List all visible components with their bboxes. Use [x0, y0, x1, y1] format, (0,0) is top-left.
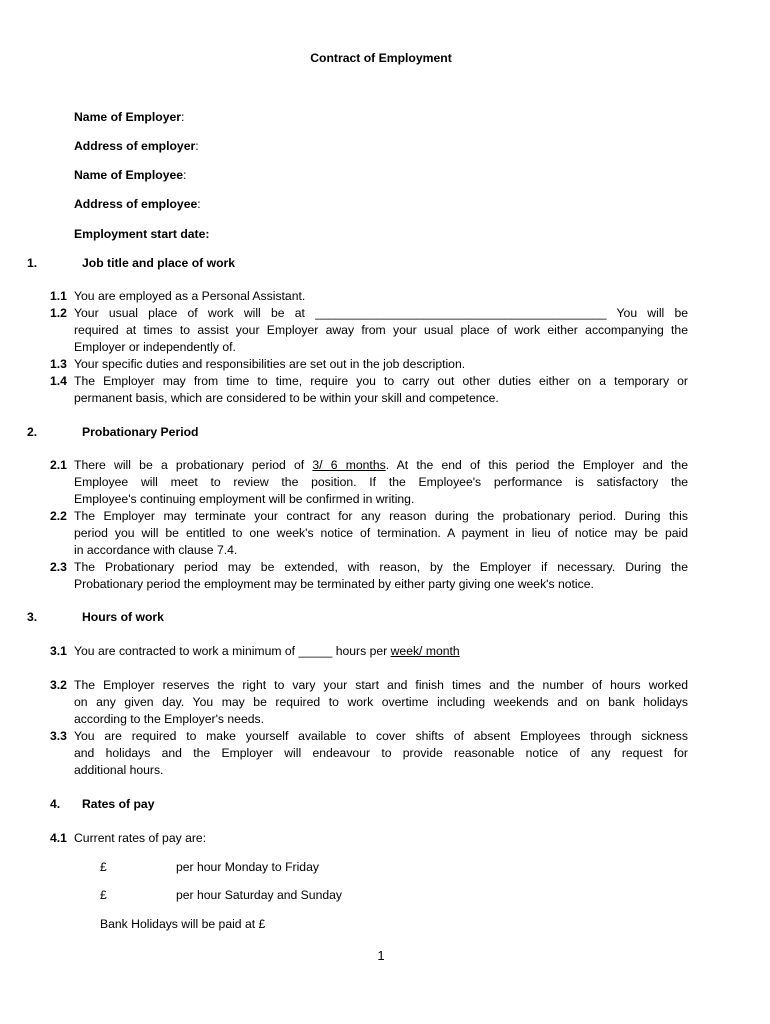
section-title: Job title and place of work — [82, 256, 236, 270]
clause-number: 2.2 — [50, 509, 67, 523]
clause-2-2 — [50, 508, 688, 559]
field-label: Name of Employee — [74, 168, 184, 182]
clause-2-1 — [50, 457, 688, 508]
section-number: 2. — [27, 425, 38, 439]
clause-text: . At the end of this period the Employer and the — [385, 458, 688, 472]
clause-text: Your usual place of work will be at ___________________________________________ You will be — [74, 306, 688, 320]
clause-1-4 — [50, 373, 688, 407]
section-number: 3. — [27, 610, 38, 624]
rate-currency-symbol: £ — [100, 888, 107, 902]
clause-number: 3.1 — [50, 644, 67, 658]
clause-text: and holidays and the Employer will endeavour to provide reasonable notice of any request for — [74, 746, 688, 760]
field-name-of-employee — [74, 168, 186, 182]
clause-number: 3.3 — [50, 729, 67, 743]
section-title: Hours of work — [82, 610, 164, 624]
section-number: 1. — [27, 256, 38, 270]
section-title: Probationary Period — [82, 425, 199, 439]
field-name-of-employer — [74, 110, 184, 124]
clause-4-1 — [50, 830, 688, 847]
field-address-of-employee — [74, 197, 201, 211]
clause-text: The Employer may from time to time, require you to carry out other duties either on a temporary or — [74, 374, 688, 388]
field-colon: : — [195, 139, 199, 153]
field-colon: : — [183, 168, 187, 182]
clause-number: 1.3 — [50, 357, 67, 371]
clause-3-2 — [50, 677, 688, 728]
clause-1-3 — [50, 356, 688, 373]
clause-text: on any given day. You may be required to work overtime including weekends and on bank holidays — [74, 695, 688, 709]
hours-period: week/ month — [390, 644, 460, 658]
clause-text: The Employer may terminate your contract for any reason during the probationary period. During this — [74, 509, 688, 523]
clause-text: The Employer reserves the right to vary your start and finish times and the number of hours worked — [74, 678, 688, 692]
field-colon: : — [197, 197, 201, 211]
field-colon: : — [181, 110, 185, 124]
bank-holidays-rate: Bank Holidays will be paid at £ — [100, 917, 266, 931]
clause-1-1 — [50, 288, 688, 305]
clause-text: You are required to make yourself available to cover shifts of absent Employees through sickness — [74, 729, 688, 743]
clause-text: required at times to assist your Employer away from your usual place of work either accompanying the — [74, 323, 688, 337]
rate-currency-symbol: £ — [100, 860, 107, 874]
clause-text: permanent basis, which are considered to be within your skill and competence. — [74, 391, 499, 405]
document-title: Contract of Employment — [310, 51, 452, 65]
section-number: 4. — [50, 797, 61, 811]
clause-text: period you will be entitled to one week's notice of termination. A payment in lieu of notice may be paid — [74, 526, 688, 540]
clause-text: according to the Employer's needs. — [74, 712, 264, 726]
clause-3-3 — [50, 728, 688, 779]
clause-text: Employee's continuing employment will be confirmed in writing. — [74, 492, 415, 506]
clause-text: There will be a probationary period of — [74, 458, 313, 472]
clause-number: 3.2 — [50, 678, 67, 692]
clause-text: You are contracted to work a minimum of _____ hours per — [74, 644, 391, 658]
field-label: Address of employee — [74, 197, 198, 211]
clause-2-3 — [50, 559, 688, 593]
clause-number: 4.1 — [50, 831, 67, 845]
probation-length: 3/ 6 months — [312, 458, 386, 472]
clause-text: Probationary period the employment may be terminated by either party giving one week's notice. — [74, 577, 594, 591]
clause-text: Employer or independently of. — [74, 340, 236, 354]
page-number: 1 — [377, 948, 385, 963]
rate-description: per hour Saturday and Sunday — [176, 888, 343, 902]
field-employment-start-date — [74, 227, 209, 241]
clause-text: additional hours. — [74, 763, 164, 777]
clause-text: Current rates of pay are: — [74, 831, 207, 845]
clause-text: Employee will meet to review the position. If the Employee's performance is satisfactory the — [74, 475, 688, 489]
clause-text: in accordance with clause 7.4. — [74, 543, 238, 557]
clause-number: 2.3 — [50, 560, 67, 574]
section-title: Rates of pay — [82, 797, 155, 811]
field-label: Employment start date: — [74, 227, 210, 241]
clause-number: 1.1 — [50, 289, 67, 303]
clause-number: 1.4 — [50, 374, 67, 388]
field-address-of-employer — [74, 139, 199, 153]
clause-text: You are employed as a Personal Assistant. — [74, 289, 306, 303]
field-label: Name of Employer — [74, 110, 182, 124]
field-label: Address of employer — [74, 139, 196, 153]
clause-number: 1.2 — [50, 306, 67, 320]
clause-text: Your specific duties and responsibilities are set out in the job description. — [74, 357, 466, 371]
clause-3-1 — [50, 643, 688, 660]
clause-text: The Probationary period may be extended, with reason, by the Employer if necessary. During the — [74, 560, 688, 574]
clause-number: 2.1 — [50, 458, 67, 472]
clause-1-2 — [50, 305, 688, 356]
rate-description: per hour Monday to Friday — [176, 860, 319, 874]
